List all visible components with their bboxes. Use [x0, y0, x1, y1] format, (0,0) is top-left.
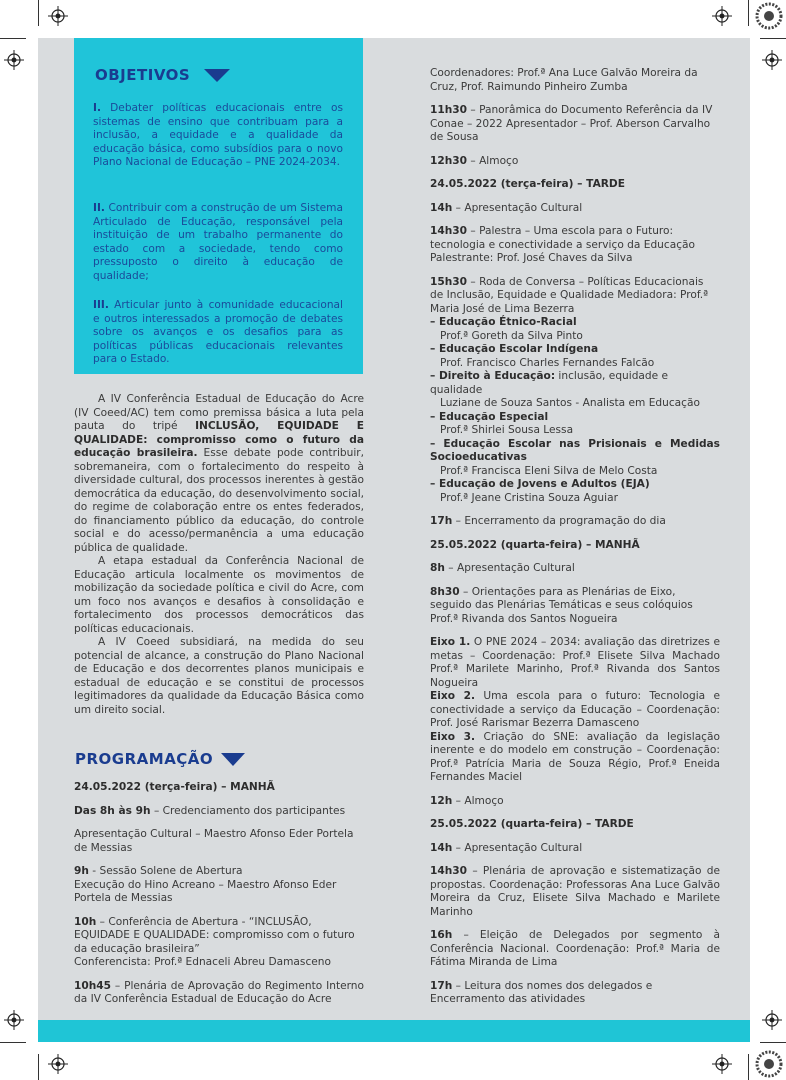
eixo-entry: Eixo 1. O PNE 2024 – 2034: avaliação das diretrizes e metas – Coordenação: Prof.ª Elisete Silva Machado Prof.ª Marilete Marinho, Prof.ª Rivanda dos Santos Nogueira	[430, 636, 720, 689]
schedule-entry: Coordenadores: Prof.ª Ana Luce Galvão Moreira da Cruz, Prof. Raimundo Pinheiro Zumba	[430, 67, 698, 93]
objetivo-item: III. Articular junto à comunidade educacional e outros interessados a promoção de debates sobre os avanços e os desafios para as políticas públicas educacionais relevantes para o Estado.	[93, 299, 343, 365]
schedule-entry: 17h – Leitura dos nomes dos delegados e Encerramento das atividades	[430, 979, 653, 1005]
intro-paragraph: A IV Coeed subsidiará, na medida do seu potencial de alcance, a construção do Plano Nacional de Educação e dos decorrentes planos municipais e estadual de educação e se constitui de processos legitimadores da qualidade da Educação Básica como um direito social.	[74, 636, 364, 716]
topic-title: – Educação Escolar nas Prisionais e Medidas Socioeducativas	[430, 437, 720, 463]
schedule-entry: 10h45 – Plenária de Aprovação do Regimento Interno da IV Conferência Estadual de Educação do Acre	[74, 979, 364, 1005]
day-heading: 24.05.2022 (terça-feira) – MANHÃ	[74, 781, 275, 793]
crop-mark	[760, 1042, 786, 1043]
topic-person: Prof.ª Shirlei Sousa Lessa	[440, 424, 574, 436]
registration-mark-icon	[48, 6, 68, 26]
topic-title: – Educação de Jovens e Adultos (EJA)	[430, 478, 650, 490]
triangle-down-icon	[221, 753, 245, 766]
registration-mark-icon	[712, 1054, 732, 1074]
day-heading: 25.05.2022 (quarta-feira) – TARDE	[430, 818, 634, 830]
schedule-entry: 11h30 – Panorâmica do Documento Referência da IV Conae – 2022 Apresentador – Prof. Aberson Carvalho de Sousa	[430, 104, 713, 143]
color-rosette-icon	[755, 2, 783, 30]
schedule-entry: 17h – Encerramento da programação do dia	[430, 515, 666, 527]
topic-title: – Educação Escolar Indígena	[430, 343, 599, 355]
bottom-accent-band	[38, 1020, 750, 1042]
schedule-entry: 14h – Apresentação Cultural	[430, 201, 583, 214]
topic-person: Prof.ª Jeane Cristina Souza Aguiar	[440, 491, 618, 504]
schedule-entry: 9h - Sessão Solene de Abertura Execução do Hino Acreano – Maestro Afonso Eder Portela de Messias	[74, 865, 337, 904]
eixo-entry: Eixo 3. Criação do SNE: avaliação da legislação inerente e do modelo em construção – Coordenação: Prof.ª Patrícia Maria de Souza Régio, Prof.ª Eneida Fernandes Maciel	[430, 730, 720, 783]
schedule-entry: 10h – Conferência de Abertura - “INCLUSÃO, EQUIDADE E QUALIDADE: compromisso com o futuro da educação brasileira” Conferencista: Prof.ª Ednaceli Abreu Damasceno	[74, 915, 355, 968]
intro-paragraph: A IV Conferência Estadual de Educação do Acre (IV Coeed/AC) tem como premissa básica a luta pela pauta do tripé INCLUSÃO, EQUIDADE E QUALIDADE: compromisso como o futuro da educação brasileira. Esse debate pode contribuir, sobremaneira, com o fortalecimento do respeito à diversidade cultural, dos processos inerentes à gestão democrática da educação, do desenvolvimento social, do regime de colaboração entre os entes federados, do financiamento público da educação, do controle social e do acesso/permanência a uma educação pública de qualidade.	[74, 393, 364, 554]
schedule-entry: Apresentação Cultural – Maestro Afonso Eder Portela de Messias	[74, 828, 354, 854]
intro-paragraph: A etapa estadual da Conferência Nacional de Educação articula localmente os movimentos de mobilização da sociedade política e civil do Acre, com um foco nos avanços e desafios à consolidação e fortalecimento dos processos democráticos das políticas educacionais.	[74, 555, 364, 635]
eixo-entry: Eixo 2. Uma escola para o futuro: Tecnologia e conectividade a serviço da Educação – Coordenação: Prof. José Rarismar Bezerra Damasceno	[430, 690, 720, 729]
intro-text	[74, 393, 364, 717]
schedule-entry: 14h – Apresentação Cultural	[430, 841, 583, 854]
registration-mark-icon	[762, 1010, 782, 1030]
schedule-left-column	[74, 781, 364, 1017]
objetivos-heading: OBJETIVOS	[95, 66, 230, 84]
schedule-entry: 16h – Eleição de Delegados por segmento à Conferência Nacional. Coordenação: Prof.ª Maria de Fátima Miranda de Lima	[430, 929, 720, 968]
schedule-entry: 15h30 – Roda de Conversa – Políticas Educacionais de Inclusão, Equidade e Qualidade Mediadora: Prof.ª Maria José de Lima Bezerra	[430, 275, 709, 315]
crop-mark	[760, 38, 786, 39]
schedule-entry: 14h30 – Palestra – Uma escola para o Futuro: tecnologia e conectividade a serviço da Educação Palestrante: Prof. José Chaves da Silva	[430, 225, 695, 264]
crop-mark	[0, 38, 26, 39]
crop-mark	[38, 1054, 39, 1080]
objetivo-item: II. Contribuir com a construção de um Sistema Articulado de Educação, responsável pela instituição de um trabalho permanente do estado com a sociedade, tendo como pressuposto o direito à educação de qualidade;	[93, 202, 343, 282]
objetivo-item: I. Debater políticas educacionais entre os sistemas de ensino que contribuam para a inclusão, a equidade e a qualidade da educação básica, como subsídios para o novo Plano Nacional de Educação – PNE 2024-2034.	[93, 102, 343, 168]
registration-mark-icon	[4, 50, 24, 70]
topic-person: Prof.ª Francisca Eleni Silva de Melo Costa	[440, 464, 658, 477]
color-rosette-icon	[755, 1050, 783, 1078]
schedule-entry: 8h – Apresentação Cultural	[430, 562, 575, 574]
topic-title: – Direito à Educação: inclusão, equidade e qualidade	[430, 370, 669, 396]
registration-mark-icon	[762, 50, 782, 70]
crop-mark	[748, 0, 749, 26]
topic-title: – Educação Étnico-Racial	[430, 316, 577, 328]
topic-person: Prof.ª Goreth da Silva Pinto	[440, 329, 583, 342]
schedule-entry: Das 8h às 9h – Credenciamento dos participantes	[74, 804, 346, 817]
crop-mark	[748, 1054, 749, 1080]
crop-mark	[0, 1042, 26, 1043]
registration-mark-icon	[4, 1010, 24, 1030]
day-heading: 25.05.2022 (quarta-feira) – MANHÃ	[430, 538, 640, 551]
registration-mark-icon	[48, 1054, 68, 1074]
schedule-entry: 14h30 – Plenária de aprovação e sistematização de propostas. Coordenação: Professoras Ana Luce Galvão Moreira da Cruz, Elisete Silva Machado e Marilete Marinho	[430, 865, 720, 918]
day-heading: 24.05.2022 (terça-feira) – TARDE	[430, 178, 625, 190]
topic-person: Luziane de Souza Santos - Analista em Educação	[440, 397, 700, 409]
registration-mark-icon	[712, 6, 732, 26]
schedule-entry: 8h30 – Orientações para as Plenárias de Eixo, seguido das Plenárias Temáticas e seus colóquios Prof.ª Rivanda dos Santos Nogueira	[430, 585, 693, 625]
topic-title: – Educação Especial	[430, 410, 549, 423]
programacao-heading: PROGRAMAÇÃO	[75, 750, 245, 768]
topic-person: Prof. Francisco Charles Fernandes Falcão	[440, 356, 655, 369]
triangle-down-icon	[204, 69, 230, 82]
schedule-entry: 12h – Almoço	[430, 794, 504, 807]
schedule-right-column	[430, 67, 720, 1017]
crop-mark	[38, 0, 39, 26]
schedule-entry: 12h30 – Almoço	[430, 154, 519, 167]
